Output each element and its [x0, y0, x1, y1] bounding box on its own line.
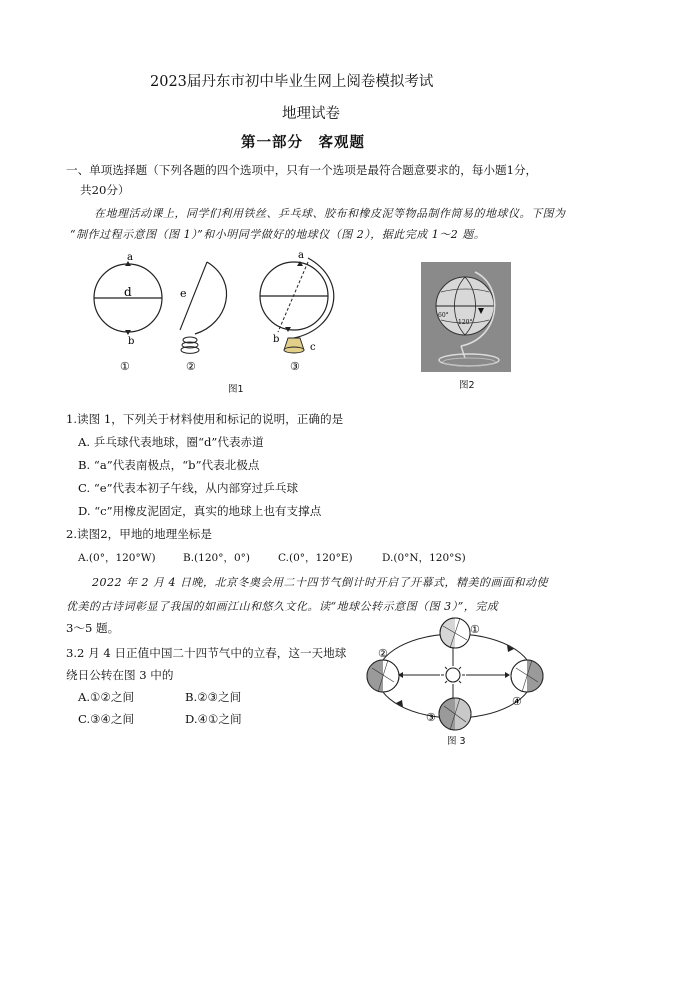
section-heading-line2: 共20分）	[80, 183, 130, 197]
figure1-diagram	[80, 252, 350, 377]
label-a-3: a	[298, 252, 304, 261]
position-label-2: ②	[378, 647, 388, 660]
figure2-lat-label: 60°	[438, 312, 449, 319]
q1-option-c: C. “e”代表本初子午线，从内部穿过乒乓球	[78, 481, 299, 495]
label-d: d	[124, 285, 132, 299]
figure2-caption: 图2	[459, 380, 475, 391]
figure3-revolution-diagram	[364, 616, 550, 732]
q2-option-d: D.(0°N，120°S)	[382, 552, 466, 564]
q1-option-b: B. “a”代表南极点，“b”代表北极点	[78, 458, 260, 472]
earth-position-1	[440, 618, 470, 648]
figure1-step1	[94, 252, 162, 373]
section-heading-line1: 一、单项选择题（下列各题的四个选项中，只有一个选项是最符合题意要求的，每小题1分，	[66, 163, 538, 177]
label-e: e	[180, 287, 187, 300]
intro2-line2: 优美的古诗词彰显了我国的如画江山和悠久文化。读“地球公转示意图（图 3）”，完成	[66, 600, 499, 613]
position-label-1: ①	[470, 623, 480, 636]
q1-option-a: A. 乒乓球代表地球，圈“d”代表赤道	[78, 435, 264, 449]
intro1-line2: “制作过程示意图（图 1）”和小明同学做好的地球仪（图 2），据此完成 1～2 题。	[70, 228, 486, 241]
q2-stem: 2.读图2，甲地的地理坐标是	[66, 527, 212, 541]
figure2-globe-photo	[421, 262, 511, 372]
earth-position-3	[439, 698, 471, 730]
q2-option-b: B.(120°，0°)	[183, 552, 250, 564]
position-label-3: ③	[426, 711, 436, 724]
q3-option-a: A.①②之间	[78, 690, 135, 704]
figure1-step2	[180, 262, 227, 373]
figure1-step3	[260, 252, 334, 373]
label-a-1: a	[127, 252, 133, 263]
q3-stem-line1: 3.2 月 4 日正值中国二十四节气中的立春，这一天地球	[66, 646, 347, 660]
q3-option-d: D.④①之间	[185, 712, 242, 726]
q1-option-d: D. “c”用橡皮泥固定，真实的地球上也有支撑点	[78, 504, 322, 518]
figure3-caption: 图 3	[447, 736, 466, 747]
q3-option-c: C.③④之间	[78, 712, 135, 726]
q2-option-c: C.(0°，120°E)	[278, 552, 353, 564]
figure2-lon-label: 120°	[458, 319, 473, 326]
earth-position-2	[367, 660, 399, 692]
q3-option-b: B.②③之间	[185, 690, 242, 704]
label-c: c	[310, 342, 316, 353]
step-label-3: ③	[290, 360, 300, 373]
exam-title: 2023届丹东市初中毕业生网上阅卷模拟考试	[150, 74, 434, 90]
q3-stem-line2: 绕日公转在图 3 中的	[66, 668, 174, 682]
position-label-4: ④	[512, 695, 522, 708]
step-label-2: ②	[186, 360, 196, 373]
q2-option-a: A.(0°，120°W)	[78, 552, 156, 564]
earth-position-4	[511, 660, 543, 692]
q1-stem: 1.读图 1，下列关于材料使用和标记的说明，正确的是	[66, 412, 344, 426]
sun-icon	[441, 663, 465, 687]
figure1-caption: 图1	[228, 384, 244, 395]
intro2-line3: 3～5 题。	[66, 621, 120, 635]
subject-title: 地理试卷	[282, 106, 340, 122]
part-title: 第一部分 客观题	[241, 134, 365, 151]
label-b-3: b	[273, 334, 280, 345]
label-b-1: b	[128, 336, 135, 347]
step-label-1: ①	[120, 360, 130, 373]
intro2-line1: 2022 年 2 月 4 日晚，北京冬奥会用二十四节气倒计时开启了开幕式，精美的画面和动使	[92, 576, 548, 589]
intro1-line1: 在地理活动课上，同学们利用铁丝、乒乓球、胶布和橡皮泥等物品制作简易的地球仪。下图为	[94, 207, 566, 220]
